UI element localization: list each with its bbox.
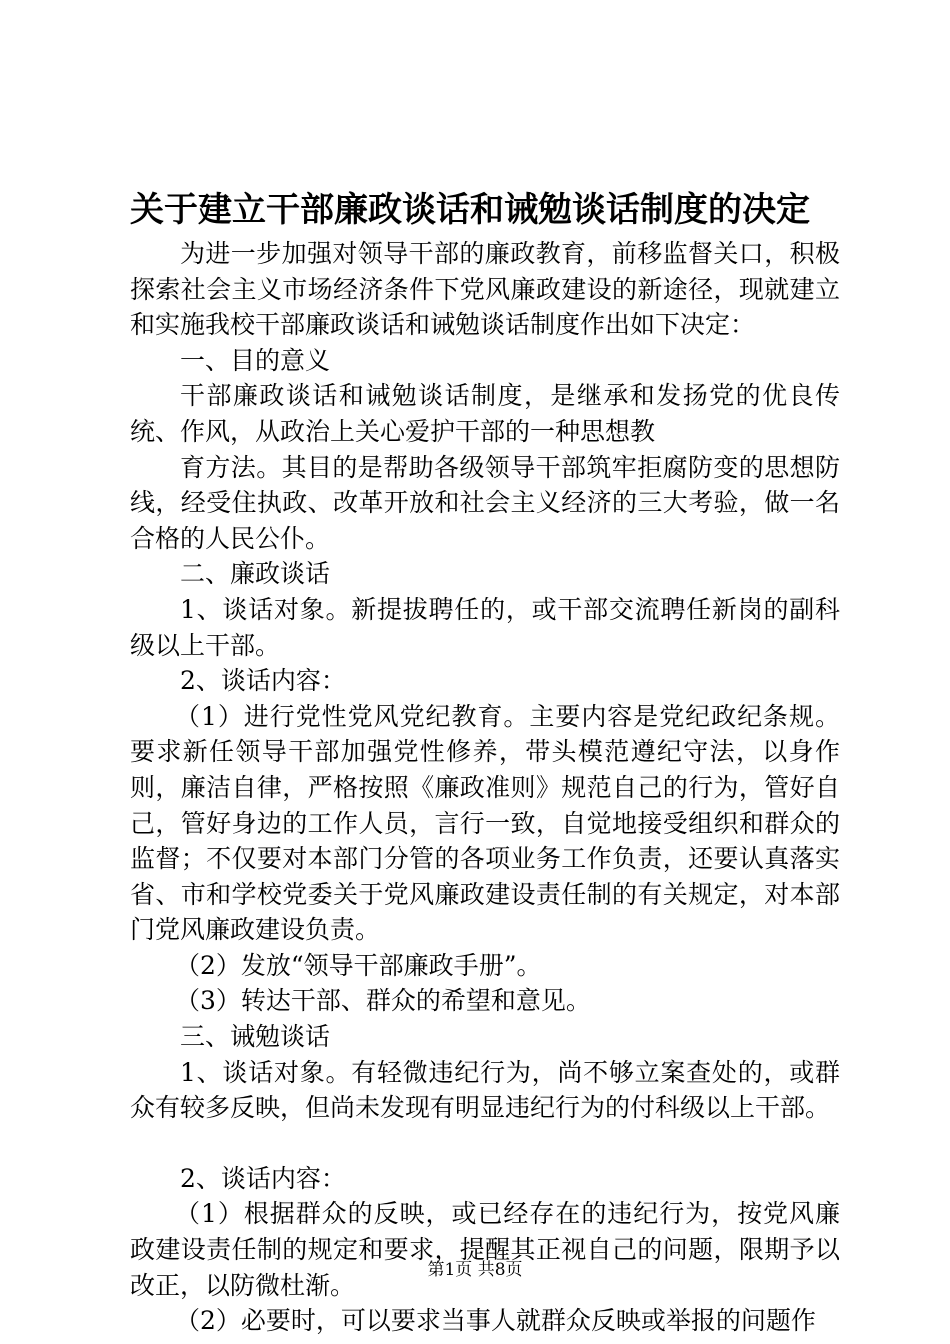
- paragraph-content-item-1: （1）进行党性党风党纪教育。主要内容是党纪政纪条规。要求新任领导干部加强党性修养，带头模范遵纪守法，以身作则，廉洁自律，严格按照《廉政准则》规范自己的行为，管好自己，管好身边的工作人员，言行一致，自觉地接受组织和群众的监督；不仅要对本部门分管的各项业务工作负责，还要认真落实省、市和学校党委关于党风廉政建设责任制的有关规定，对本部门党风廉政建设负责。: [130, 701, 840, 945]
- paragraph-admonition-content: 2、谈话内容：: [180, 1163, 346, 1193]
- paragraph-spacer: [130, 1126, 840, 1161]
- paragraph-content-item-3: （3）转达干部、群众的希望和意见。: [175, 986, 591, 1016]
- paragraph-purpose-2: 育方法。其目的是帮助各级领导干部筑牢拒腐防变的思想防线，经受住执政、改革开放和社会主义经济的三大考验，做一名合格的人民公仆。: [130, 452, 840, 553]
- document-body: [130, 236, 840, 1339]
- paragraph-content-item-2: （2）发放“领导干部廉政手册”。: [175, 950, 542, 980]
- section-heading-integrity-talk: 二、廉政谈话: [180, 559, 331, 589]
- section-heading-purpose: 一、目的意义: [180, 345, 331, 375]
- paragraph-intro: 为进一步加强对领导干部的廉政教育，前移监督关口，积极探索社会主义市场经济条件下党风廉政建设的新途径，现就建立和实施我校干部廉政谈话和诫勉谈话制度作出如下决定：: [130, 239, 840, 340]
- section-heading-admonition-talk: 三、诫勉谈话: [180, 1022, 331, 1052]
- paragraph-admonition-item-1: （1）根据群众的反映，或已经存在的违纪行为，按党风廉政建设责任制的规定和要求，提醒其正视自己的问题，限期予以改正，以防微杜渐。: [130, 1199, 840, 1300]
- paragraph-talk-content: 2、谈话内容：: [180, 666, 346, 696]
- paragraph-talk-target: 1、谈话对象。新提拔聘任的，或干部交流聘任新岗的副科级以上干部。: [130, 594, 840, 660]
- page-footer: 第1页 共8页: [427, 1260, 523, 1280]
- paragraph-admonition-target: 1、谈话对象。有轻微违纪行为，尚不够立案查处的，或群众有较多反映，但尚未发现有明显违纪行为的付科级以上干部。: [130, 1057, 840, 1123]
- document-title: 关于建立干部廉政谈话和诫勉谈话制度的决定: [130, 190, 810, 230]
- paragraph-purpose-1: 干部廉政谈话和诫勉谈话制度，是继承和发扬党的优良传统、作风，从政治上关心爱护干部的一种思想教: [130, 381, 840, 446]
- paragraph-admonition-item-2: （2）必要时，可以要求当事人就群众反映或举报的问题作: [175, 1306, 816, 1336]
